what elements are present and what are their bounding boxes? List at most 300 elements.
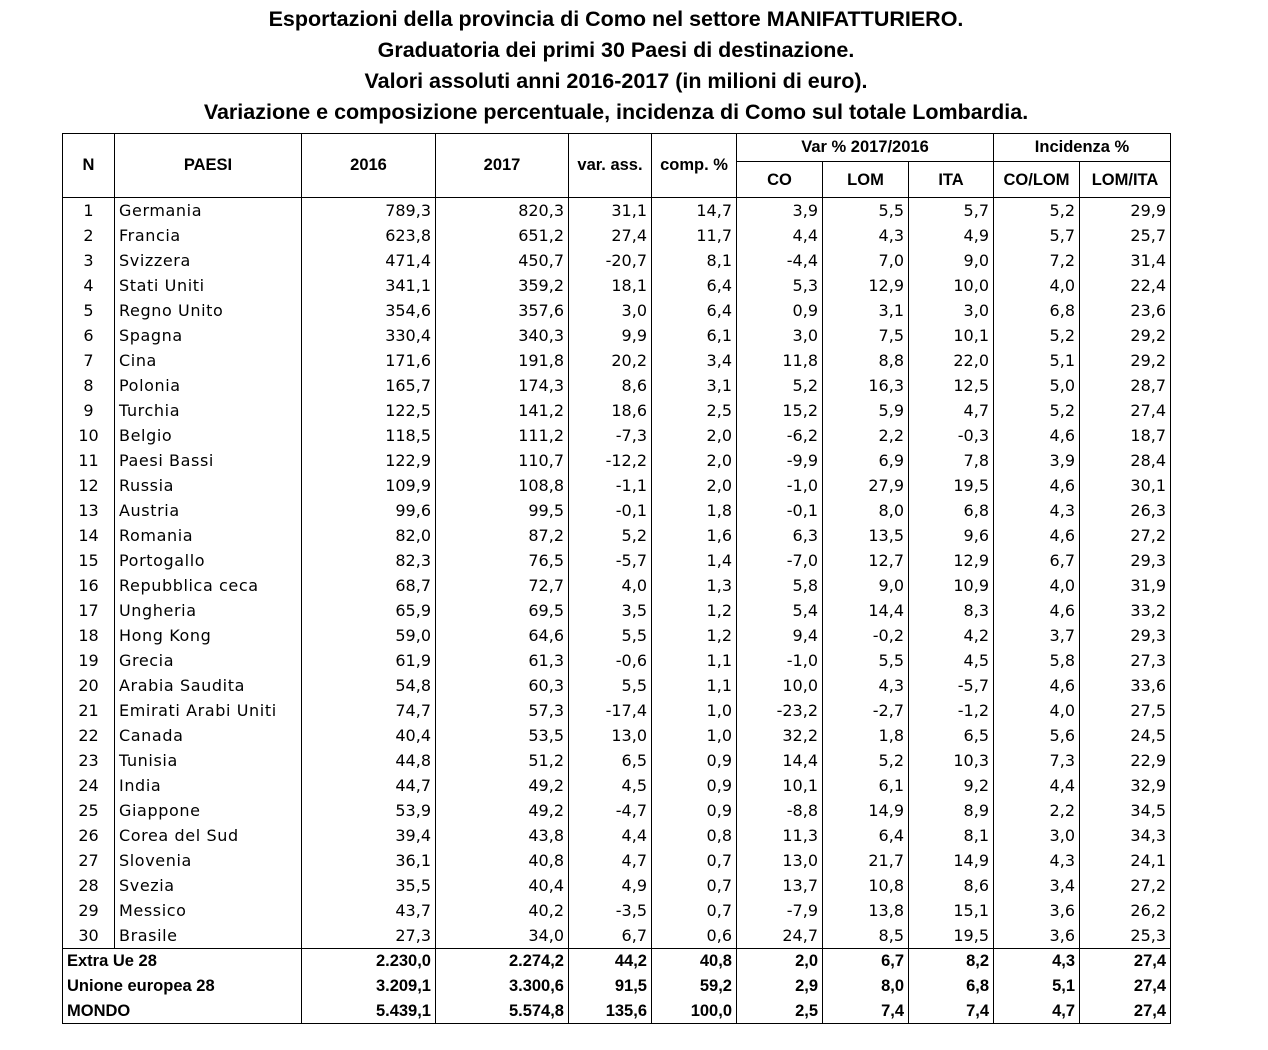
v2017-cell: 191,8: [436, 348, 569, 373]
v2016-cell: 341,1: [302, 273, 436, 298]
rank-cell: 22: [63, 723, 115, 748]
country-name-cell: Hong Kong: [115, 623, 302, 648]
lom-ita-cell: 29,2: [1080, 323, 1171, 348]
total-co-cell: 2,9: [737, 974, 823, 999]
lom-cell: 13,5: [823, 523, 909, 548]
title-line-4: Variazione e composizione percentuale, incidenza di Como sul totale Lombardia.: [203, 100, 1029, 124]
table-row: [63, 473, 1171, 498]
total-var-ass-cell: 44,2: [569, 949, 652, 975]
total-lom-ita-cell: 27,4: [1080, 974, 1171, 999]
col-header-n: N: [63, 134, 115, 198]
co-cell: 3,0: [737, 323, 823, 348]
country-name-cell: Romania: [115, 523, 302, 548]
lom-ita-cell: 27,5: [1080, 698, 1171, 723]
table-row: [63, 273, 1171, 298]
rank-cell: 17: [63, 598, 115, 623]
var-ass-cell: 18,6: [569, 398, 652, 423]
var-ass-cell: -1,1: [569, 473, 652, 498]
table-row: [63, 348, 1171, 373]
lom-cell: 14,4: [823, 598, 909, 623]
rank-cell: 28: [63, 873, 115, 898]
total-lom-ita-cell: 27,4: [1080, 949, 1171, 975]
v2017-cell: 141,2: [436, 398, 569, 423]
co-lom-cell: 3,6: [994, 923, 1080, 949]
v2017-cell: 111,2: [436, 423, 569, 448]
comp-cell: 1,0: [652, 723, 737, 748]
title-line-1: Esportazioni della provincia di Como nel settore MANIFATTURIERO.: [268, 7, 964, 31]
comp-cell: 11,7: [652, 223, 737, 248]
total-co-cell: 2,5: [737, 999, 823, 1024]
country-name-cell: Brasile: [115, 923, 302, 949]
co-cell: 4,4: [737, 223, 823, 248]
table-row: [63, 423, 1171, 448]
title-line-3: Valori assoluti anni 2016-2017 (in milioni di euro).: [364, 69, 868, 93]
total-label-cell: Unione europea 28: [63, 974, 302, 999]
co-cell: 32,2: [737, 723, 823, 748]
table-header: [63, 134, 1171, 198]
total-lom-ita-cell: 27,4: [1080, 999, 1171, 1024]
var-ass-cell: -17,4: [569, 698, 652, 723]
v2017-cell: 357,6: [436, 298, 569, 323]
co-lom-cell: 6,8: [994, 298, 1080, 323]
co-lom-cell: 3,6: [994, 898, 1080, 923]
col-group-incidenza: Incidenza %: [994, 134, 1171, 162]
lom-cell: 6,9: [823, 448, 909, 473]
ita-cell: 6,5: [909, 723, 994, 748]
table-row: [63, 523, 1171, 548]
comp-cell: 0,7: [652, 873, 737, 898]
v2016-cell: 36,1: [302, 848, 436, 873]
rank-cell: 29: [63, 898, 115, 923]
lom-cell: 8,0: [823, 498, 909, 523]
ita-cell: 8,1: [909, 823, 994, 848]
co-lom-cell: 4,0: [994, 698, 1080, 723]
lom-cell: 16,3: [823, 373, 909, 398]
lom-cell: -0,2: [823, 623, 909, 648]
lom-ita-cell: 22,9: [1080, 748, 1171, 773]
co-cell: 11,3: [737, 823, 823, 848]
co-cell: 10,0: [737, 673, 823, 698]
total-co-lom-cell: 4,7: [994, 999, 1080, 1024]
table-row: [63, 623, 1171, 648]
co-cell: -6,2: [737, 423, 823, 448]
table-row: [63, 223, 1171, 248]
ita-cell: -1,2: [909, 698, 994, 723]
v2017-cell: 76,5: [436, 548, 569, 573]
rank-cell: 20: [63, 673, 115, 698]
lom-ita-cell: 34,3: [1080, 823, 1171, 848]
co-cell: -8,8: [737, 798, 823, 823]
co-lom-cell: 7,3: [994, 748, 1080, 773]
co-cell: -4,4: [737, 248, 823, 273]
lom-cell: 1,8: [823, 723, 909, 748]
country-name-cell: Portogallo: [115, 548, 302, 573]
country-rows: [63, 198, 1171, 949]
lom-ita-cell: 29,3: [1080, 623, 1171, 648]
var-ass-cell: 4,0: [569, 573, 652, 598]
co-cell: 24,7: [737, 923, 823, 949]
var-ass-cell: -20,7: [569, 248, 652, 273]
table-row: [63, 848, 1171, 873]
var-ass-cell: 18,1: [569, 273, 652, 298]
rank-cell: 25: [63, 798, 115, 823]
lom-ita-cell: 24,1: [1080, 848, 1171, 873]
lom-ita-cell: 25,7: [1080, 223, 1171, 248]
v2016-cell: 43,7: [302, 898, 436, 923]
total-lom-cell: 7,4: [823, 999, 909, 1024]
v2016-cell: 471,4: [302, 248, 436, 273]
co-lom-cell: 4,6: [994, 423, 1080, 448]
var-ass-cell: 4,4: [569, 823, 652, 848]
table-row: [63, 873, 1171, 898]
v2016-cell: 82,3: [302, 548, 436, 573]
co-lom-cell: 3,0: [994, 823, 1080, 848]
total-lom-cell: 8,0: [823, 974, 909, 999]
ita-cell: 10,9: [909, 573, 994, 598]
var-ass-cell: -7,3: [569, 423, 652, 448]
var-ass-cell: 27,4: [569, 223, 652, 248]
var-ass-cell: 5,2: [569, 523, 652, 548]
country-name-cell: Regno Unito: [115, 298, 302, 323]
lom-ita-cell: 33,2: [1080, 598, 1171, 623]
co-lom-cell: 3,4: [994, 873, 1080, 898]
comp-cell: 3,1: [652, 373, 737, 398]
co-cell: -0,1: [737, 498, 823, 523]
co-cell: -1,0: [737, 473, 823, 498]
rank-cell: 4: [63, 273, 115, 298]
country-name-cell: Corea del Sud: [115, 823, 302, 848]
total-ita-cell: 8,2: [909, 949, 994, 975]
lom-cell: 10,8: [823, 873, 909, 898]
country-name-cell: Ungheria: [115, 598, 302, 623]
title-line-2: Graduatoria dei primi 30 Paesi di destinazione.: [377, 38, 855, 62]
rank-cell: 8: [63, 373, 115, 398]
co-cell: -7,0: [737, 548, 823, 573]
country-name-cell: Spagna: [115, 323, 302, 348]
ita-cell: 19,5: [909, 473, 994, 498]
var-ass-cell: -0,6: [569, 648, 652, 673]
co-lom-cell: 4,6: [994, 598, 1080, 623]
co-cell: 5,2: [737, 373, 823, 398]
rank-cell: 16: [63, 573, 115, 598]
lom-cell: -2,7: [823, 698, 909, 723]
co-cell: 5,3: [737, 273, 823, 298]
comp-cell: 0,9: [652, 748, 737, 773]
comp-cell: 1,6: [652, 523, 737, 548]
lom-ita-cell: 27,4: [1080, 398, 1171, 423]
v2016-cell: 54,8: [302, 673, 436, 698]
var-ass-cell: 6,7: [569, 923, 652, 949]
ita-cell: 8,6: [909, 873, 994, 898]
country-name-cell: Arabia Saudita: [115, 673, 302, 698]
total-comp-cell: 40,8: [652, 949, 737, 975]
v2016-cell: 330,4: [302, 323, 436, 348]
ita-cell: -5,7: [909, 673, 994, 698]
table-row: [63, 248, 1171, 273]
v2017-cell: 359,2: [436, 273, 569, 298]
co-lom-cell: 3,9: [994, 448, 1080, 473]
comp-cell: 1,2: [652, 623, 737, 648]
country-name-cell: Stati Uniti: [115, 273, 302, 298]
co-cell: 5,4: [737, 598, 823, 623]
comp-cell: 6,1: [652, 323, 737, 348]
var-ass-cell: 3,0: [569, 298, 652, 323]
v2016-cell: 354,6: [302, 298, 436, 323]
table-row: [63, 398, 1171, 423]
ita-cell: 22,0: [909, 348, 994, 373]
total-lom-cell: 6,7: [823, 949, 909, 975]
rank-cell: 5: [63, 298, 115, 323]
lom-ita-cell: 23,6: [1080, 298, 1171, 323]
co-cell: -7,9: [737, 898, 823, 923]
rank-cell: 18: [63, 623, 115, 648]
var-ass-cell: 8,6: [569, 373, 652, 398]
table-row: [63, 198, 1171, 224]
co-cell: 15,2: [737, 398, 823, 423]
lom-cell: 21,7: [823, 848, 909, 873]
comp-cell: 2,0: [652, 473, 737, 498]
rank-cell: 26: [63, 823, 115, 848]
comp-cell: 1,3: [652, 573, 737, 598]
rank-cell: 27: [63, 848, 115, 873]
lom-cell: 6,1: [823, 773, 909, 798]
ita-cell: 10,0: [909, 273, 994, 298]
var-ass-cell: 5,5: [569, 673, 652, 698]
rank-cell: 7: [63, 348, 115, 373]
table-row: [63, 298, 1171, 323]
co-cell: 5,8: [737, 573, 823, 598]
v2017-cell: 99,5: [436, 498, 569, 523]
co-lom-cell: 4,6: [994, 523, 1080, 548]
rank-cell: 24: [63, 773, 115, 798]
co-cell: -23,2: [737, 698, 823, 723]
lom-cell: 9,0: [823, 573, 909, 598]
var-ass-cell: -3,5: [569, 898, 652, 923]
lom-cell: 13,8: [823, 898, 909, 923]
ita-cell: 12,9: [909, 548, 994, 573]
comp-cell: 0,6: [652, 923, 737, 949]
comp-cell: 0,9: [652, 798, 737, 823]
v2017-cell: 174,3: [436, 373, 569, 398]
country-name-cell: Grecia: [115, 648, 302, 673]
rank-cell: 12: [63, 473, 115, 498]
comp-cell: 14,7: [652, 198, 737, 224]
country-name-cell: Svezia: [115, 873, 302, 898]
v2017-cell: 64,6: [436, 623, 569, 648]
v2016-cell: 61,9: [302, 648, 436, 673]
country-name-cell: Emirati Arabi Uniti: [115, 698, 302, 723]
country-name-cell: Russia: [115, 473, 302, 498]
rank-cell: 3: [63, 248, 115, 273]
rank-cell: 9: [63, 398, 115, 423]
country-name-cell: Messico: [115, 898, 302, 923]
co-lom-cell: 4,3: [994, 498, 1080, 523]
co-lom-cell: 5,2: [994, 198, 1080, 224]
rank-cell: 11: [63, 448, 115, 473]
lom-ita-cell: 24,5: [1080, 723, 1171, 748]
var-ass-cell: 4,7: [569, 848, 652, 873]
export-ranking-table: [62, 133, 1171, 1024]
co-cell: 13,0: [737, 848, 823, 873]
lom-cell: 6,4: [823, 823, 909, 848]
country-name-cell: India: [115, 773, 302, 798]
rank-cell: 1: [63, 198, 115, 224]
lom-ita-cell: 27,2: [1080, 873, 1171, 898]
var-ass-cell: 20,2: [569, 348, 652, 373]
country-name-cell: Turchia: [115, 398, 302, 423]
ita-cell: 8,9: [909, 798, 994, 823]
var-ass-cell: -0,1: [569, 498, 652, 523]
col-header-2017: 2017: [436, 134, 569, 198]
ita-cell: 3,0: [909, 298, 994, 323]
col-header-lom: LOM: [823, 162, 909, 198]
lom-cell: 5,2: [823, 748, 909, 773]
col-header-co-lom: CO/LOM: [994, 162, 1080, 198]
country-name-cell: Germania: [115, 198, 302, 224]
col-header-2016: 2016: [302, 134, 436, 198]
document-title: [0, 4, 1232, 128]
v2017-cell: 40,4: [436, 873, 569, 898]
country-name-cell: Belgio: [115, 423, 302, 448]
var-ass-cell: -12,2: [569, 448, 652, 473]
comp-cell: 0,9: [652, 773, 737, 798]
v2017-cell: 87,2: [436, 523, 569, 548]
total-comp-cell: 59,2: [652, 974, 737, 999]
lom-cell: 5,9: [823, 398, 909, 423]
lom-cell: 12,9: [823, 273, 909, 298]
v2016-cell: 789,3: [302, 198, 436, 224]
v2017-cell: 108,8: [436, 473, 569, 498]
ita-cell: 7,8: [909, 448, 994, 473]
co-lom-cell: 4,0: [994, 273, 1080, 298]
lom-ita-cell: 30,1: [1080, 473, 1171, 498]
co-cell: 9,4: [737, 623, 823, 648]
co-lom-cell: 5,0: [994, 373, 1080, 398]
ita-cell: 9,6: [909, 523, 994, 548]
v2016-cell: 68,7: [302, 573, 436, 598]
co-cell: 13,7: [737, 873, 823, 898]
co-cell: 10,1: [737, 773, 823, 798]
total-co-lom-cell: 5,1: [994, 974, 1080, 999]
comp-cell: 0,8: [652, 823, 737, 848]
lom-ita-cell: 29,3: [1080, 548, 1171, 573]
v2017-cell: 69,5: [436, 598, 569, 623]
co-lom-cell: 2,2: [994, 798, 1080, 823]
ita-cell: 4,5: [909, 648, 994, 673]
v2017-cell: 43,8: [436, 823, 569, 848]
table-row: [63, 748, 1171, 773]
v2016-cell: 122,9: [302, 448, 436, 473]
country-name-cell: Polonia: [115, 373, 302, 398]
ita-cell: 8,3: [909, 598, 994, 623]
comp-cell: 2,0: [652, 448, 737, 473]
table-row: [63, 923, 1171, 949]
co-lom-cell: 4,0: [994, 573, 1080, 598]
var-ass-cell: 4,5: [569, 773, 652, 798]
total-v2016-cell: 3.209,1: [302, 974, 436, 999]
ita-cell: 10,3: [909, 748, 994, 773]
table-row: [63, 323, 1171, 348]
co-cell: -1,0: [737, 648, 823, 673]
var-ass-cell: 5,5: [569, 623, 652, 648]
lom-cell: 5,5: [823, 198, 909, 224]
total-co-cell: 2,0: [737, 949, 823, 975]
v2017-cell: 57,3: [436, 698, 569, 723]
ita-cell: 5,7: [909, 198, 994, 224]
lom-ita-cell: 29,2: [1080, 348, 1171, 373]
col-header-comp: comp. %: [652, 134, 737, 198]
table-row: [63, 373, 1171, 398]
v2017-cell: 53,5: [436, 723, 569, 748]
co-cell: 11,8: [737, 348, 823, 373]
rank-cell: 2: [63, 223, 115, 248]
co-lom-cell: 5,7: [994, 223, 1080, 248]
var-ass-cell: 3,5: [569, 598, 652, 623]
lom-cell: 8,8: [823, 348, 909, 373]
v2016-cell: 53,9: [302, 798, 436, 823]
country-name-cell: Francia: [115, 223, 302, 248]
lom-cell: 7,5: [823, 323, 909, 348]
co-lom-cell: 3,7: [994, 623, 1080, 648]
lom-cell: 4,3: [823, 673, 909, 698]
lom-cell: 5,5: [823, 648, 909, 673]
table-row: [63, 773, 1171, 798]
v2016-cell: 59,0: [302, 623, 436, 648]
table-row: [63, 573, 1171, 598]
co-cell: 6,3: [737, 523, 823, 548]
co-lom-cell: 6,7: [994, 548, 1080, 573]
comp-cell: 1,4: [652, 548, 737, 573]
lom-cell: 12,7: [823, 548, 909, 573]
lom-cell: 7,0: [823, 248, 909, 273]
ita-cell: 9,0: [909, 248, 994, 273]
lom-cell: 8,5: [823, 923, 909, 949]
ita-cell: 19,5: [909, 923, 994, 949]
total-var-ass-cell: 135,6: [569, 999, 652, 1024]
total-ita-cell: 6,8: [909, 974, 994, 999]
lom-ita-cell: 25,3: [1080, 923, 1171, 949]
table-row: [63, 548, 1171, 573]
v2017-cell: 40,2: [436, 898, 569, 923]
lom-cell: 3,1: [823, 298, 909, 323]
lom-ita-cell: 31,9: [1080, 573, 1171, 598]
lom-ita-cell: 28,7: [1080, 373, 1171, 398]
total-var-ass-cell: 91,5: [569, 974, 652, 999]
v2016-cell: 623,8: [302, 223, 436, 248]
rank-cell: 14: [63, 523, 115, 548]
comp-cell: 1,1: [652, 673, 737, 698]
comp-cell: 1,8: [652, 498, 737, 523]
table-row: [63, 898, 1171, 923]
var-ass-cell: 13,0: [569, 723, 652, 748]
table-row: [63, 673, 1171, 698]
co-lom-cell: 4,6: [994, 673, 1080, 698]
v2017-cell: 60,3: [436, 673, 569, 698]
lom-ita-cell: 32,9: [1080, 773, 1171, 798]
v2017-cell: 450,7: [436, 248, 569, 273]
v2016-cell: 82,0: [302, 523, 436, 548]
lom-ita-cell: 29,9: [1080, 198, 1171, 224]
var-ass-cell: -5,7: [569, 548, 652, 573]
lom-ita-cell: 27,3: [1080, 648, 1171, 673]
ita-cell: 12,5: [909, 373, 994, 398]
v2017-cell: 34,0: [436, 923, 569, 949]
lom-ita-cell: 28,4: [1080, 448, 1171, 473]
v2017-cell: 49,2: [436, 798, 569, 823]
lom-ita-cell: 27,2: [1080, 523, 1171, 548]
total-v2016-cell: 5.439,1: [302, 999, 436, 1024]
co-lom-cell: 5,8: [994, 648, 1080, 673]
